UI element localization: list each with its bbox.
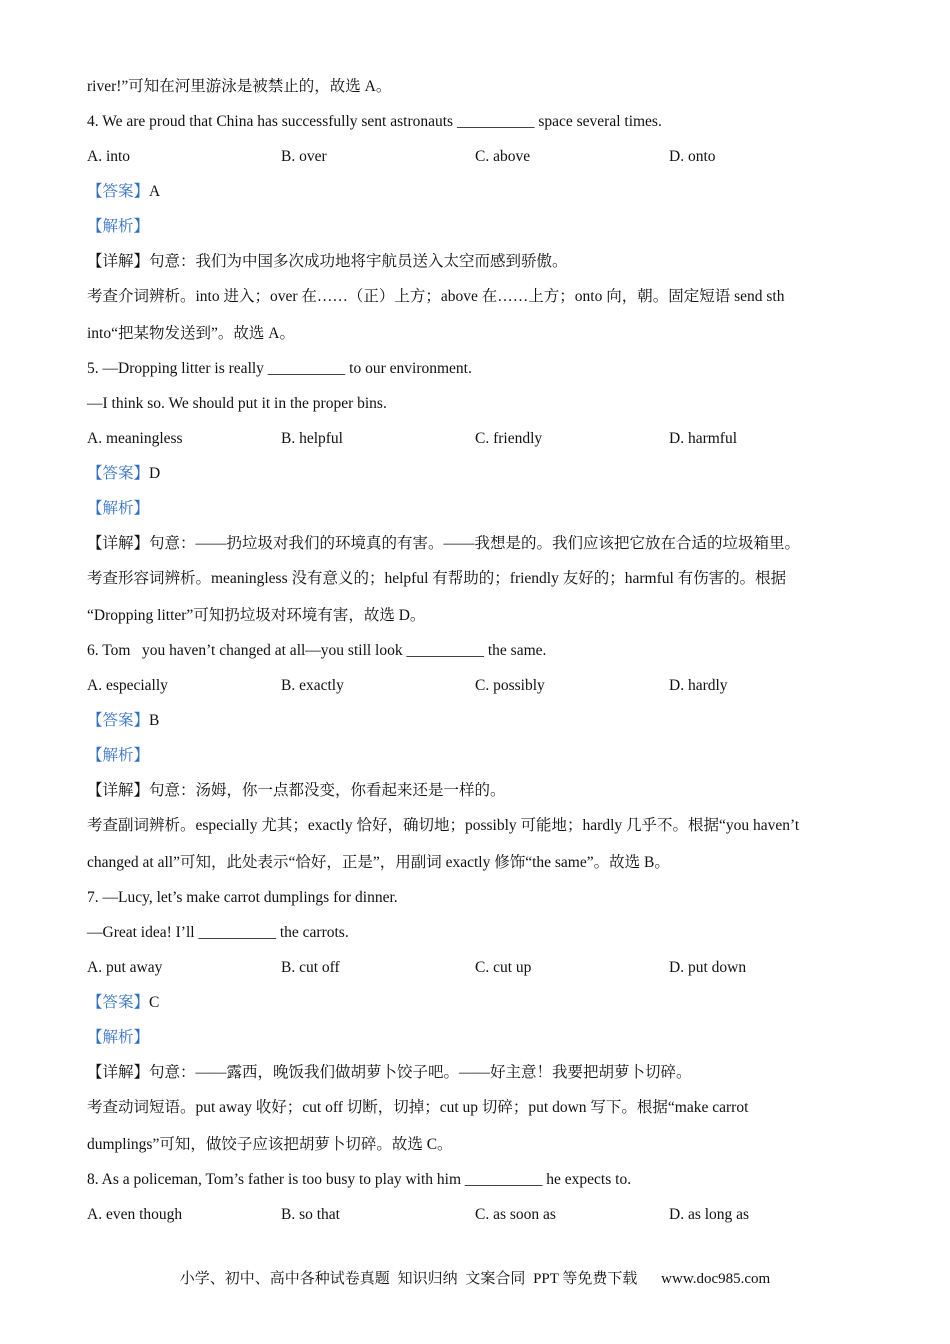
q8-option-b: B. so that (281, 1206, 340, 1223)
q4-detail-text: 句意：我们为中国多次成功地将宇航员送入太空而感到骄傲。 (149, 253, 568, 270)
q7-option-b: B. cut off (281, 959, 340, 976)
q4-detail (87, 249, 867, 284)
q4-option-a: A. into (87, 148, 131, 165)
q7-analysis (87, 1025, 867, 1060)
q5-detail (87, 531, 867, 566)
page-footer (0, 1267, 950, 1288)
q5-option-a: A. meaningless (87, 430, 183, 447)
detail-tag: 【详解】 (87, 782, 150, 799)
q5-option-c: C. friendly (475, 430, 543, 447)
q6-answer (87, 708, 867, 743)
detail-tag: 【详解】 (87, 535, 150, 552)
q5-options (87, 426, 867, 461)
q5-explanation-2: “Dropping litter”可知扔垃圾对环境有害，故选 D。 (87, 607, 426, 624)
footer-item: 知识归纳 (397, 1271, 458, 1287)
q6-answer-value: B (149, 712, 160, 729)
answer-tag: 【答案】 (87, 465, 150, 482)
intro-line: river!”可知在河里游泳是被禁止的，故选 A。 (87, 78, 392, 95)
analysis-tag: 【解析】 (87, 747, 150, 764)
q4-option-b: B. over (281, 148, 327, 165)
document-page (87, 74, 867, 1237)
q5-answer-value: D (149, 465, 161, 482)
footer-item: 文案合同 (465, 1271, 526, 1287)
q6-detail-text: 句意：汤姆，你一点都没变，你看起来还是一样的。 (149, 782, 506, 799)
q6-option-b: B. exactly (281, 677, 344, 694)
q7-answer (87, 990, 867, 1025)
answer-tag: 【答案】 (87, 994, 150, 1011)
q7-option-c: C. cut up (475, 959, 532, 976)
q8-option-c: C. as soon as (475, 1206, 556, 1223)
q4-options (87, 144, 867, 179)
q6-explanation-1: 考查副词辨析。especially 尤其；exactly 恰好，确切地；possibly 可能地；hardly 几乎不。根据“you haven’t (87, 817, 800, 834)
analysis-tag: 【解析】 (87, 218, 150, 235)
q4-answer (87, 179, 867, 214)
q6-detail (87, 778, 867, 813)
q8-option-d: D. as long as (669, 1206, 750, 1223)
analysis-tag: 【解析】 (87, 1029, 150, 1046)
q8-stem: 8. As a policeman, Tom’s father is too busy to play with him __________ he expects to. (87, 1171, 632, 1188)
q7-option-d: D. put down (669, 959, 747, 976)
footer-item: 小学、初中、高中各种试卷真题 (179, 1271, 390, 1287)
q5-stem-1: 5. —Dropping litter is really __________ to our environment. (87, 360, 472, 377)
q6-explanation-2: changed at all”可知，此处表示“恰好，正是”，用副词 exactly 修饰“the same”。故选 B。 (87, 854, 670, 871)
q7-detail (87, 1060, 867, 1095)
q4-analysis (87, 214, 867, 249)
q6-option-c: C. possibly (475, 677, 545, 694)
q7-explanation-1: 考查动词短语。put away 收好；cut off 切断，切掉；cut up 切碎；put down 写下。根据“make carrot (87, 1099, 749, 1116)
q7-options (87, 955, 867, 990)
footer-site-link[interactable]: www.doc985.com (661, 1271, 771, 1287)
q4-option-d: D. onto (669, 148, 716, 165)
detail-tag: 【详解】 (87, 1064, 150, 1081)
q6-option-d: D. hardly (669, 677, 728, 694)
footer-item: PPT 等免费下载 (533, 1271, 638, 1287)
q5-explanation-1: 考查形容词辨析。meaningless 没有意义的；helpful 有帮助的；friendly 友好的；harmful 有伤害的。根据 (87, 570, 787, 587)
detail-tag: 【详解】 (87, 253, 150, 270)
q8-option-a: A. even though (87, 1206, 183, 1223)
q4-answer-value: A (149, 183, 161, 200)
q4-explanation-1: 考查介词辨析。into 进入；over 在……（正）上方；above 在……上方；onto 向，朝。固定短语 send sth (87, 288, 785, 305)
q4-stem: 4. We are proud that China has successfully sent astronauts __________ space several times. (87, 113, 662, 130)
answer-tag: 【答案】 (87, 183, 150, 200)
answer-tag: 【答案】 (87, 712, 150, 729)
q6-option-a: A. especially (87, 677, 168, 694)
q4-option-c: C. above (475, 148, 531, 165)
q7-detail-text: 句意：——露西，晚饭我们做胡萝卜饺子吧。——好主意！我要把胡萝卜切碎。 (149, 1064, 692, 1081)
q4-explanation-2: into“把某物发送到”。故选 A。 (87, 325, 295, 342)
q5-stem-2: —I think so. We should put it in the proper bins. (87, 395, 387, 412)
q7-answer-value: C (149, 994, 160, 1011)
q5-option-b: B. helpful (281, 430, 343, 447)
q6-stem: 6. Tom you haven’t changed at all—you still look __________ the same. (87, 642, 547, 659)
q8-options (87, 1202, 867, 1237)
analysis-tag: 【解析】 (87, 500, 150, 517)
q5-answer (87, 461, 867, 496)
q5-option-d: D. harmful (669, 430, 738, 447)
q5-detail-text: 句意：——扔垃圾对我们的环境真的有害。——我想是的。我们应该把它放在合适的垃圾箱里。 (149, 535, 801, 552)
q7-option-a: A. put away (87, 959, 163, 976)
q5-analysis (87, 496, 867, 531)
q6-analysis (87, 743, 867, 778)
q7-stem-2: —Great idea! I’ll __________ the carrots. (87, 924, 349, 941)
q7-stem-1: 7. —Lucy, let’s make carrot dumplings for dinner. (87, 889, 398, 906)
q6-options (87, 673, 867, 708)
q7-explanation-2: dumplings”可知，做饺子应该把胡萝卜切碎。故选 C。 (87, 1136, 453, 1153)
